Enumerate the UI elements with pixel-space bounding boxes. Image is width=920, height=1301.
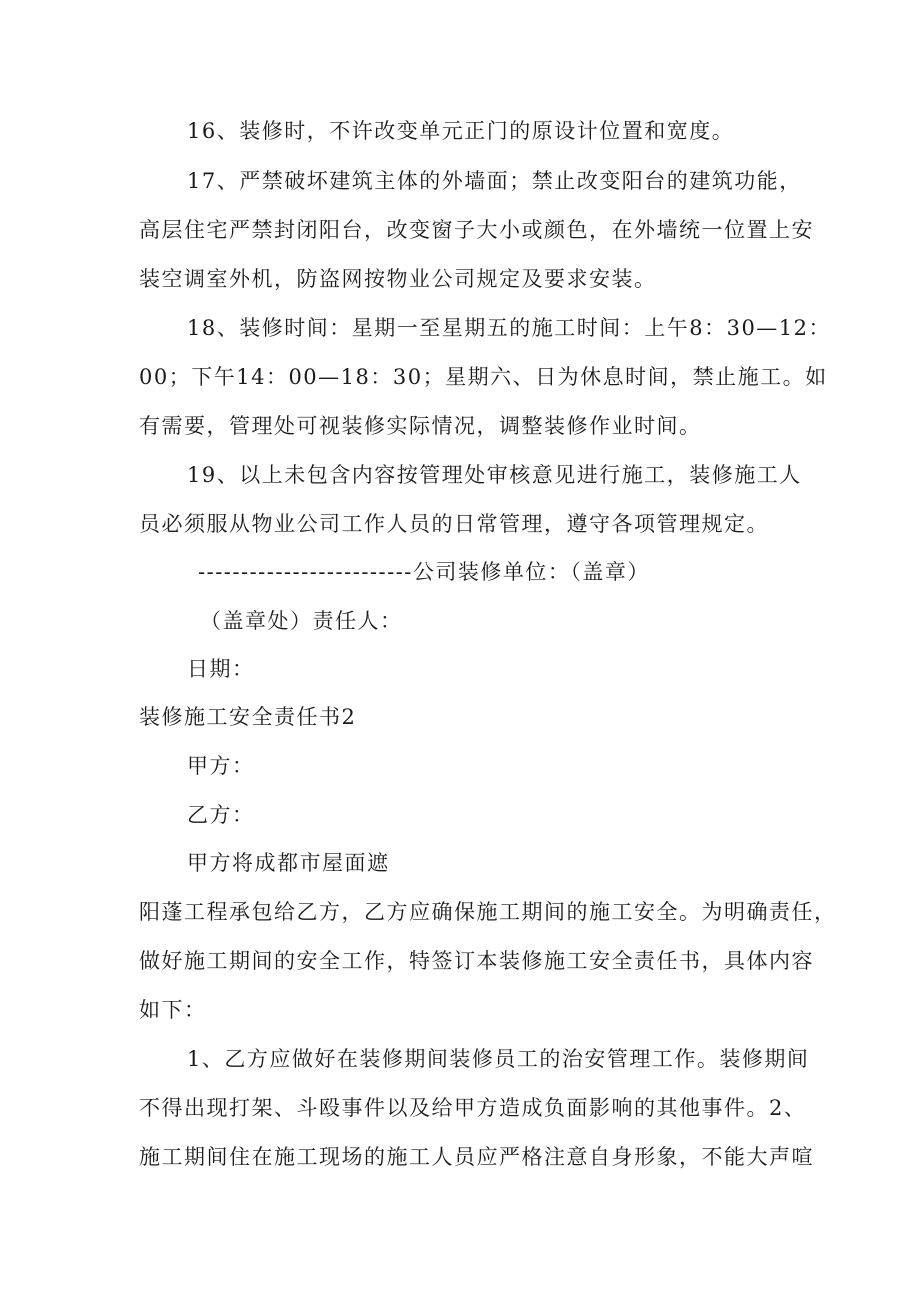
text-line: 施工期间住在施工现场的施工人员应严格注意自身形象，不能大声喧 [139,1145,814,1169]
text-line: 1、乙方应做好在装修期间装修员工的治安管理工作。装修期间 [187,1047,810,1071]
text-line: 19、以上未包含内容按管理处审核意见进行施工，装修施工人 [187,463,802,487]
document-title: 装修施工安全责任书2 [139,705,357,729]
text-line: 做好施工期间的安全工作，特签订本装修施工安全责任书，具体内容 [139,949,814,973]
party-b-line: 乙方： [187,803,255,827]
text-line: 有需要，管理处可视装修实际情况，调整装修作业时间。 [139,414,702,438]
text-line: 17、严禁破坏建筑主体的外墙面；禁止改变阳台的建筑功能， [187,169,802,193]
text-line: 18、装修时间：星期一至星期五的施工时间：上午8：30—12： [187,316,832,340]
text-line: 不得出现打架、斗殴事件以及给甲方造成负面影响的其他事件。2、 [139,1096,807,1120]
text-line: 甲方将成都市屋面遮 [187,851,390,875]
responsible-person-line: （盖章处）责任人： [200,609,403,633]
text-line: 阳蓬工程承包给乙方，乙方应确保施工期间的施工安全。为明确责任， [139,900,837,924]
signature-unit-line: -------------------------公司装修单位：（盖章） [198,560,650,584]
party-a-line: 甲方： [187,754,255,778]
text-line: 装空调室外机，防盗网按物业公司规定及要求安装。 [139,267,657,291]
text-line: 如下： [139,998,207,1022]
text-line: 高层住宅严禁封闭阳台，改变窗子大小或颜色，在外墙统一位置上安 [139,218,814,242]
text-line: 员必须服从物业公司工作人员的日常管理，遵守各项管理规定。 [139,512,769,536]
date-line: 日期： [187,657,255,681]
text-line: 16、装修时，不许改变单元正门的原设计位置和宽度。 [187,119,735,143]
text-line: 00；下午14：00—18：30；星期六、日为休息时间，禁止施工。如 [139,365,828,389]
